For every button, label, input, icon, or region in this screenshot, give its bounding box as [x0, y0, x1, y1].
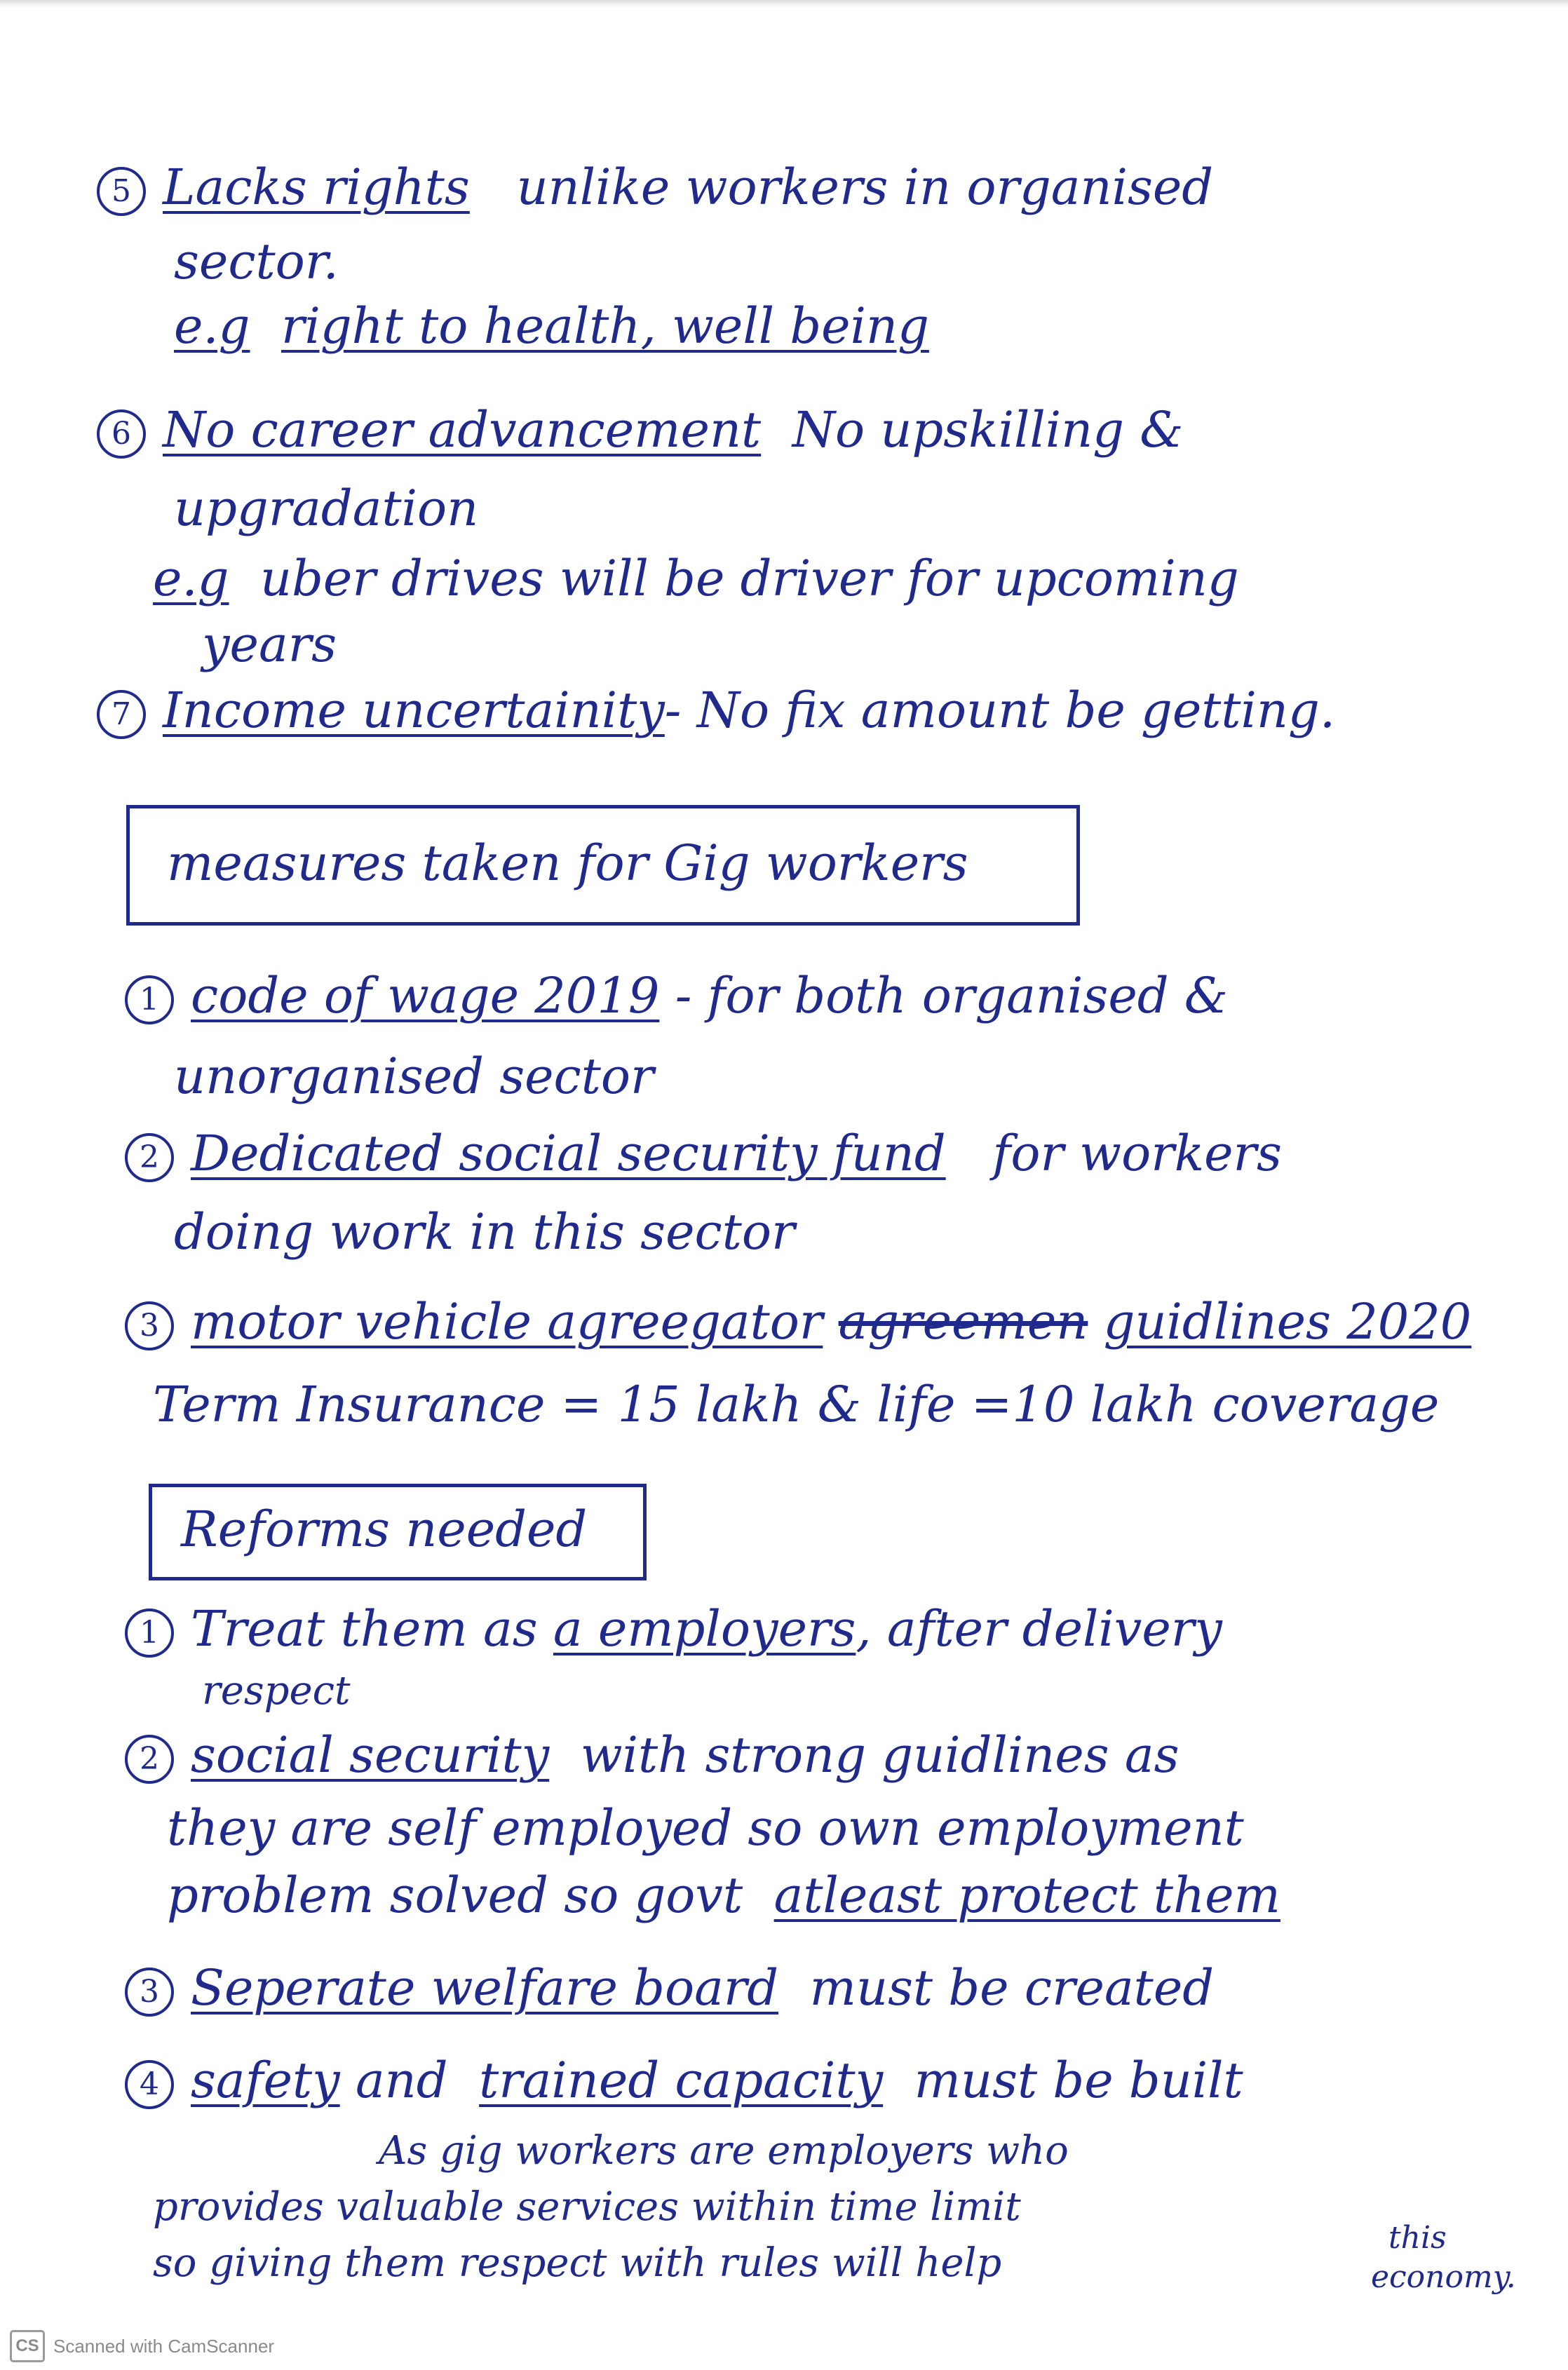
measure-3-continuation: Term Insurance = 15 lakh & life =10 lakh coverage: [153, 1376, 1440, 1433]
reform-3-heading: Seperate welfare board: [191, 1959, 779, 2017]
scanner-watermark: [10, 2329, 274, 2363]
point-6-heading: No career advancement: [163, 401, 762, 459]
reform-1-heading: a employers: [553, 1600, 856, 1658]
number-circle: 3: [125, 1301, 174, 1350]
measure-2-text: for workers: [992, 1125, 1282, 1182]
reform-2-text: with strong guidlines as: [580, 1726, 1180, 1784]
measure-3-line: [125, 1293, 1472, 1350]
reform-2-continuation: they are self employed so own employment: [167, 1799, 1244, 1857]
reform-3-text: must be created: [809, 1959, 1215, 2017]
example-label: e.g: [153, 550, 229, 607]
reform-2-cont2-pre: problem solved so govt: [167, 1867, 743, 1924]
measure-2-heading: Dedicated social security fund: [191, 1125, 946, 1182]
example-label: e.g: [174, 297, 250, 355]
reform-4-text: must be built: [914, 2052, 1243, 2109]
point-5-heading: Lacks rights: [163, 158, 470, 216]
point-5-text: unlike workers in organised: [516, 158, 1214, 216]
reform-2-heading: social security: [191, 1726, 550, 1784]
point-6-line: [97, 401, 1184, 459]
number-circle: 5: [97, 167, 146, 216]
point-7-line: [97, 682, 1336, 739]
measure-1-text: - for both organised &: [675, 967, 1229, 1024]
example-text: uber drives will be driver for upcoming: [260, 550, 1239, 607]
reform-2-line: [125, 1726, 1180, 1784]
number-circle: 2: [125, 1133, 174, 1182]
reform-4-heading-2: trained capacity: [479, 2052, 884, 2109]
reform-1-text: , after delivery: [856, 1600, 1222, 1658]
point-6-example: [153, 550, 1239, 607]
reform-2-continuation-2: [167, 1867, 1280, 1924]
page-edge: [0, 0, 1568, 7]
reforms-title: Reforms needed: [181, 1501, 588, 1558]
conclusion-tail-top: this: [1388, 2220, 1447, 2256]
camscanner-logo-icon: CS: [10, 2330, 45, 2362]
measure-2-line: [125, 1125, 1282, 1182]
number-circle: 6: [97, 409, 146, 459]
point-5-continuation: sector.: [174, 233, 339, 290]
reform-2-cont2-underlined: atleast protect them: [773, 1867, 1280, 1924]
measure-2-continuation: doing work in this sector: [174, 1203, 795, 1261]
point-7-heading: Income uncertainity: [163, 682, 665, 739]
number-circle: 1: [125, 975, 174, 1024]
conclusion-line-1: As gig workers are employers who: [379, 2128, 1069, 2174]
point-5-example: [174, 297, 929, 355]
reform-3-line: [125, 1959, 1215, 2017]
reform-4-heading: safety: [191, 2052, 340, 2109]
point-5-line: [97, 158, 1214, 216]
measure-3-heading: motor vehicle agreegator: [191, 1293, 823, 1350]
measure-1-heading: code of wage 2019: [191, 967, 660, 1024]
point-6-continuation: upgradation: [174, 480, 479, 537]
number-circle: 2: [125, 1735, 174, 1784]
measure-3-strikethrough: agreemen: [838, 1293, 1088, 1350]
reform-1-continuation: respect: [202, 1668, 351, 1714]
measure-1-continuation: unorganised sector: [174, 1048, 654, 1105]
measure-1-line: [125, 967, 1229, 1024]
conclusion-line-2: provides valuable services within time limit: [153, 2184, 1021, 2230]
number-circle: 3: [125, 1968, 174, 2017]
number-circle: 1: [125, 1609, 174, 1658]
measures-title: measures taken for Gig workers: [167, 834, 968, 892]
number-circle: 7: [97, 690, 146, 739]
point-6-text: No upskilling &: [792, 401, 1184, 459]
scanner-text: Scanned with CamScanner: [53, 2335, 275, 2357]
example-text: right to health, well being: [281, 297, 929, 355]
measure-3-heading-2: guidlines 2020: [1103, 1293, 1472, 1350]
point-7-text: - No fix amount be getting.: [664, 682, 1336, 739]
conclusion-line-3: so giving them respect with rules will help: [153, 2240, 1002, 2286]
reform-1-line: [125, 1600, 1222, 1658]
reform-4-mid: and: [355, 2052, 448, 2109]
conclusion-tail-bottom: economy.: [1371, 2259, 1516, 2295]
reform-4-line: [125, 2052, 1243, 2109]
reform-1-pre: Treat them as: [191, 1600, 538, 1658]
point-6-example-continuation: years: [202, 616, 337, 673]
number-circle: 4: [125, 2060, 174, 2109]
